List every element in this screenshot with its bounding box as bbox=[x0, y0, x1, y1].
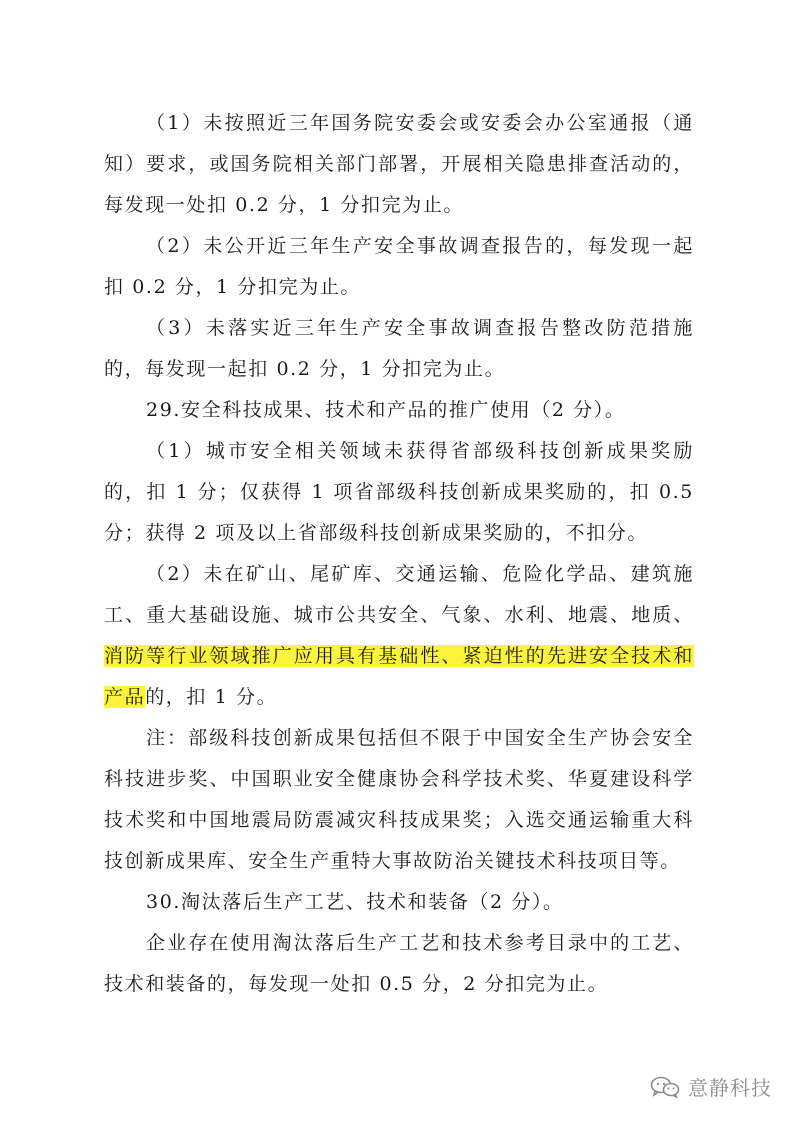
paragraph-text: （1）城市安全相关领域未获得省部级科技创新成果奖励的，扣 1 分；仅获得 1 项省部级科技创新成果奖励的，扣 0.5 分；获得 2 项及以上省部级科技创新成果奖励的，不扣分。 bbox=[104, 440, 694, 544]
paragraph-p5 bbox=[104, 431, 694, 554]
paragraph-p4 bbox=[104, 390, 694, 431]
paragraph-text: 注：部级科技创新成果包括但不限于中国安全生产协会安全科技进步奖、中国职业安全健康协会科学技术奖、华夏建设科学技术奖和中国地震局防震减灾科技成果奖；入选交通运输重大科技创新成果库、安全生产重特大事故防治关键技术科技项目等。 bbox=[104, 727, 694, 872]
watermark bbox=[650, 1072, 772, 1101]
paragraph-p2 bbox=[104, 226, 694, 308]
paragraph-p1 bbox=[104, 103, 694, 226]
paragraph-p6 bbox=[104, 554, 694, 718]
paragraph-p9 bbox=[104, 923, 694, 1005]
paragraph-text: 30.淘汰落后生产工艺、技术和装备（2 分）。 bbox=[146, 891, 564, 913]
paragraph-text: 企业存在使用淘汰落后生产工艺和技术参考目录中的工艺、技术和装备的，每发现一处扣 0.5 分，2 分扣完为止。 bbox=[104, 932, 694, 995]
paragraph-text: （2）未在矿山、尾矿库、交通运输、危险化学品、建筑施工、重大基础设施、城市公共安全、气象、水利、地震、地质、 bbox=[104, 563, 694, 626]
paragraph-p3 bbox=[104, 308, 694, 390]
document-body bbox=[104, 103, 694, 1005]
paragraph-text: （1）未按照近三年国务院安委会或安委会办公室通报（通知）要求，或国务院相关部门部署，开展相关隐患排查活动的，每发现一处扣 0.2 分，1 分扣完为止。 bbox=[104, 112, 694, 216]
paragraph-text: 29.安全科技成果、技术和产品的推广使用（2 分）。 bbox=[146, 399, 626, 421]
paragraph-text: 的，扣 1 分。 bbox=[145, 686, 278, 708]
watermark-text: 意静科技 bbox=[688, 1076, 772, 1100]
paragraph-text: （2）未公开近三年生产安全事故调查报告的，每发现一起扣 0.2 分，1 分扣完为止。 bbox=[104, 235, 694, 298]
paragraph-p8 bbox=[104, 882, 694, 923]
paragraph-p7 bbox=[104, 718, 694, 882]
wechat-icon bbox=[650, 1076, 680, 1098]
highlighted-text: 消防等行业领域推广应用具有基础性、紧迫性的先进安全技术和产品 bbox=[104, 645, 694, 708]
paragraph-text: （3）未落实近三年生产安全事故调查报告整改防范措施的，每发现一起扣 0.2 分，1 分扣完为止。 bbox=[104, 317, 694, 380]
